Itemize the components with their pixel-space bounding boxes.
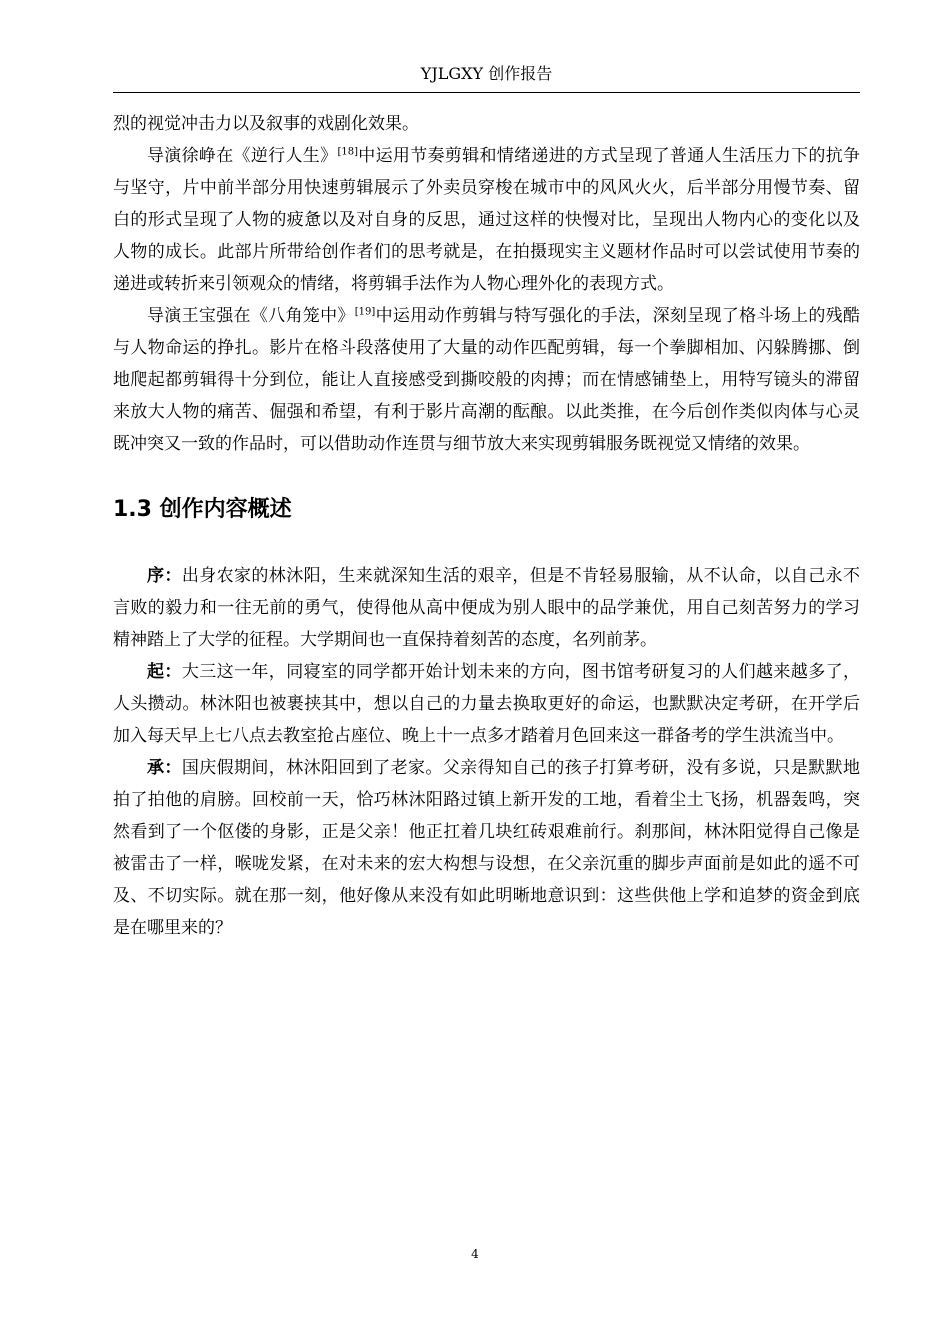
header-rule (113, 92, 860, 93)
story-prologue (113, 560, 860, 656)
story-text: 大三这一年，同寝室的同学都开始计划未来的方向，图书馆考研复习的人们越来越多了，人头攒动。林沐阳也被裹挟其中，想以自己的力量去换取更好的命运，也默默决定考研，在开学后加入每天早上七八点去教室抢占座位、晚上十一点多才踏着月色回来这一群备考的学生洪流当中。 (113, 662, 861, 746)
story-beginning (113, 656, 860, 752)
paragraph-text: 中运用动作剪辑与特写强化的手法，深刻呈现了格斗场上的残酷与人物命运的挣扎。影片在格斗段落使用了大量的动作匹配剪辑，每一个拳脚相加、闪躲腾挪、倒地爬起都剪辑得十分到位，能让人直接感受到撕咬般的肉搏；而在情感铺垫上，用特写镜头的滞留来放大人物的痛苦、倔强和希望，有利于影片高潮的酝酿。以此类推，在今后创作类似肉体与心灵既冲突又一致的作品时，可以借助动作连贯与细节放大来实现剪辑服务既视觉又情绪的效果。 (113, 306, 861, 454)
story-development (113, 752, 860, 944)
running-header: YJLGXY 创作报告 (420, 64, 553, 83)
story-outline (113, 560, 860, 944)
paragraph-bajiao-longzhong (113, 300, 860, 460)
story-text: 国庆假期间，林沐阳回到了老家。父亲得知自己的孩子打算考研，没有多说，只是默默地拍了拍他的肩膀。回校前一天，恰巧林沐阳路过镇上新开发的工地，看着尘土飞扬，机器轰鸣，突然看到了一个伛偻的身影，正是父亲！他正扛着几块红砖艰难前行。刹那间，林沐阳觉得自己像是被雷击了一样，喉咙发紧，在对未来的宏大构想与设想，在父亲沉重的脚步声面前是如此的遥不可及、不切实际。就在那一刻，他好像从来没有如此明晰地意识到：这些供他上学和追梦的资金到底是在哪里来的？ (113, 758, 861, 938)
citation-ref-18: [18] (337, 146, 358, 158)
section-heading: 1.3 创作内容概述 (113, 497, 292, 522)
body-text (113, 108, 860, 944)
story-label-cheng: 承： (147, 758, 182, 778)
paragraph-nixing-rensheng (113, 140, 860, 300)
story-text: 出身农家的林沐阳，生来就深知生活的艰辛，但是不肯轻易服输，从不认命，以自己永不言败的毅力和一往无前的勇气，使得他从高中便成为别人眼中的品学兼优，用自己刻苦努力的学习精神踏上了大学的征程。大学期间也一直保持着刻苦的态度，名列前茅。 (113, 566, 861, 650)
story-label-qi: 起： (147, 662, 182, 682)
story-label-xu: 序： (147, 566, 182, 586)
paragraph-text: 烈的视觉冲击力以及叙事的戏剧化效果。 (113, 114, 419, 134)
paragraph-text: 导演徐峥在《逆行人生》 (147, 146, 338, 166)
paragraph-text: 中运用节奏剪辑和情绪递进的方式呈现了普通人生活压力下的抗争与坚守，片中前半部分用快速剪辑展示了外卖员穿梭在城市中的风风火火，后半部分用慢节奏、留白的形式呈现了人物的疲惫以及对自身的反思，通过这样的快慢对比，呈现出人物内心的变化以及人物的成长。此部片所带给创作者们的思考就是，在拍摄现实主义题材作品时可以尝试使用节奏的递进或转折来引领观众的情绪，将剪辑手法作为人物心理外化的表现方式。 (113, 146, 861, 294)
paragraph-continuation (113, 108, 860, 140)
page-number: 4 (471, 1247, 479, 1261)
paragraph-text: 导演王宝强在《八角笼中》 (147, 306, 355, 326)
citation-ref-19: [19] (354, 306, 376, 318)
